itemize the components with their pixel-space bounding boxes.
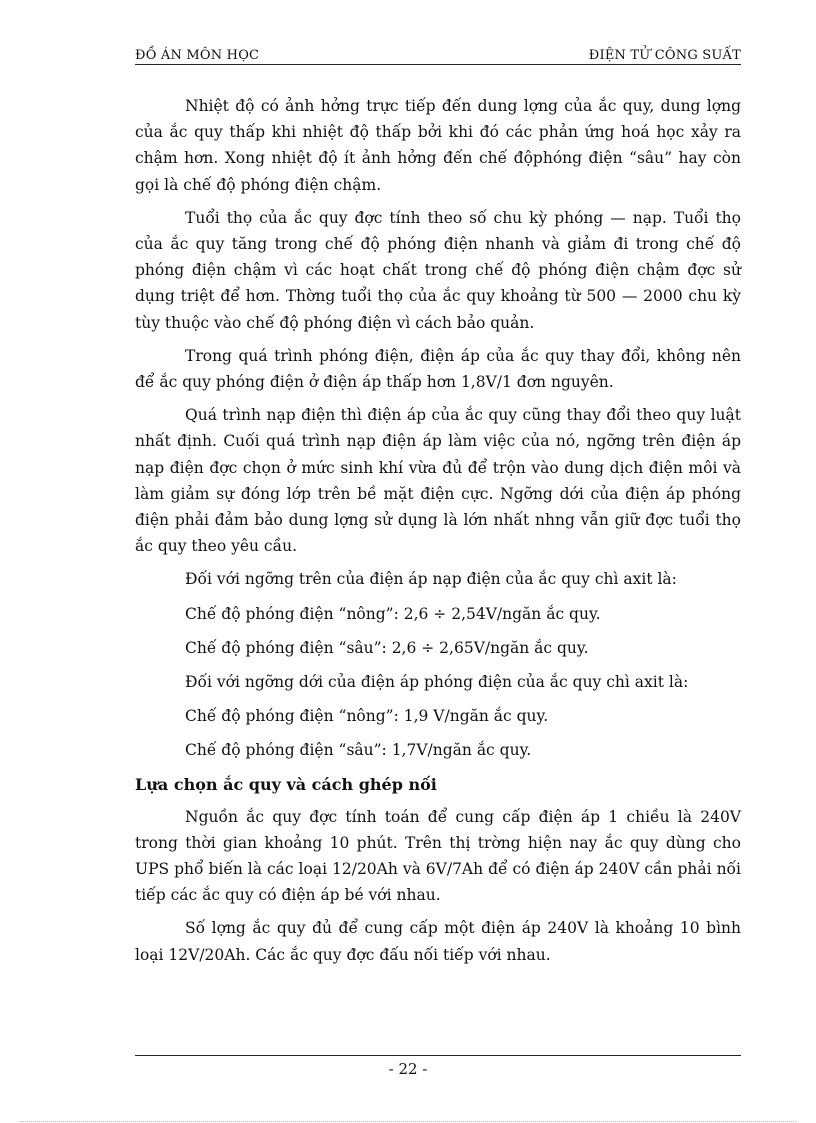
- paragraph-discharge: Trong quá trình phóng điện, điện áp của ắc quy thay đổi, không nên để ắc quy phóng điện ở điện áp thấp hơn 1,8V/1 đơn nguyên.: [135, 346, 741, 392]
- document-body: [135, 93, 741, 975]
- page-edge-divider: [20, 1121, 796, 1122]
- footer-divider: [135, 1055, 741, 1056]
- line-shallow-discharge: Chế độ phóng điện “nông”: 1,9 V/ngăn ắc quy.: [185, 707, 549, 726]
- line-deep-discharge: Chế độ phóng điện “sâu”: 1,7V/ngăn ắc quy.: [185, 741, 532, 760]
- header-right-title: ĐIỆN TỬ CÔNG SUẤT: [588, 48, 741, 63]
- paragraph-lifetime: Tuổi thọ của ắc quy đợc tính theo số chu kỳ phóng — nạp. Tuổi thọ của ắc quy tăng trong chế độ phóng điện nhanh và giảm đi trong chế độ phóng điện chậm vì các hoạt chất trong chế độ phóng điện chậm đợc sử dụng triệt để hơn. Thờng tuổi thọ của ắc quy khoảng từ 500 — 2000 chu kỳ tùy thuộc vào chế độ phóng điện vì cách bảo quản.: [135, 208, 741, 332]
- paragraph-temperature: Nhiệt độ có ảnh hởng trực tiếp đến dung lợng của ắc quy, dung lợng của ắc quy thấp khi nhiệt độ thấp bởi khi đó các phản ứng hoá học xảy ra chậm hơn. Xong nhiệt độ ít ảnh hởng đến chế độphóng điện “sâu” hay còn gọi là chế độ phóng điện chậm.: [135, 97, 741, 194]
- line-lower-threshold: Đối với ngỡng dới của điện áp phóng điện của ắc quy chì axit là:: [185, 673, 689, 692]
- line-shallow-charge: Chế độ phóng điện “nông”: 2,6 ÷ 2,54V/ngăn ắc quy.: [185, 604, 601, 623]
- line-upper-threshold: Đối với ngỡng trên của điện áp nạp điện của ắc quy chì axit là:: [185, 570, 677, 589]
- paragraph-battery-source: Nguồn ắc quy đợc tính toán để cung cấp điện áp 1 chiều là 240V trong thời gian khoảng 10 phút. Trên thị trờng hiện nay ắc quy dùng cho UPS phổ biến là các loại 12/20Ah và 6V/7Ah để có điện áp 240V cần phải nối tiếp các ắc quy có điện áp bé với nhau.: [135, 807, 741, 905]
- line-deep-charge: Chế độ phóng điện “sâu”: 2,6 ÷ 2,65V/ngăn ắc quy.: [185, 638, 589, 657]
- page-header: [135, 48, 741, 65]
- paragraph-battery-count: Số lợng ắc quy đủ để cung cấp một điện áp 240V là khoảng 10 bình loại 12V/20Ah. Các ắc quy đợc đấu nối tiếp với nhau.: [135, 919, 741, 964]
- header-left-title: ĐỒ ÁN MÔN HỌC: [135, 48, 260, 63]
- section-heading: Lựa chọn ắc quy và cách ghép nối: [135, 774, 437, 794]
- page-number: - 22 -: [388, 1060, 428, 1078]
- paragraph-charging: Quá trình nạp điện thì điện áp của ắc quy cũng thay đổi theo quy luật nhất định. Cuối quá trình nạp điện áp làm việc của nó, ngỡng trên điện áp nạp điện đợc chọn ở mức sinh khí vừa đủ để trộn vào dung dịch điện môi và làm giảm sự đóng lớp trên bề mặt điện cực. Ngỡng dới của điện áp phóng điện phải đảm bảo dung lợng sử dụng là lớn nhất nhng vẫn giữ đợc tuổi thọ ắc quy theo yêu cầu.: [135, 406, 741, 556]
